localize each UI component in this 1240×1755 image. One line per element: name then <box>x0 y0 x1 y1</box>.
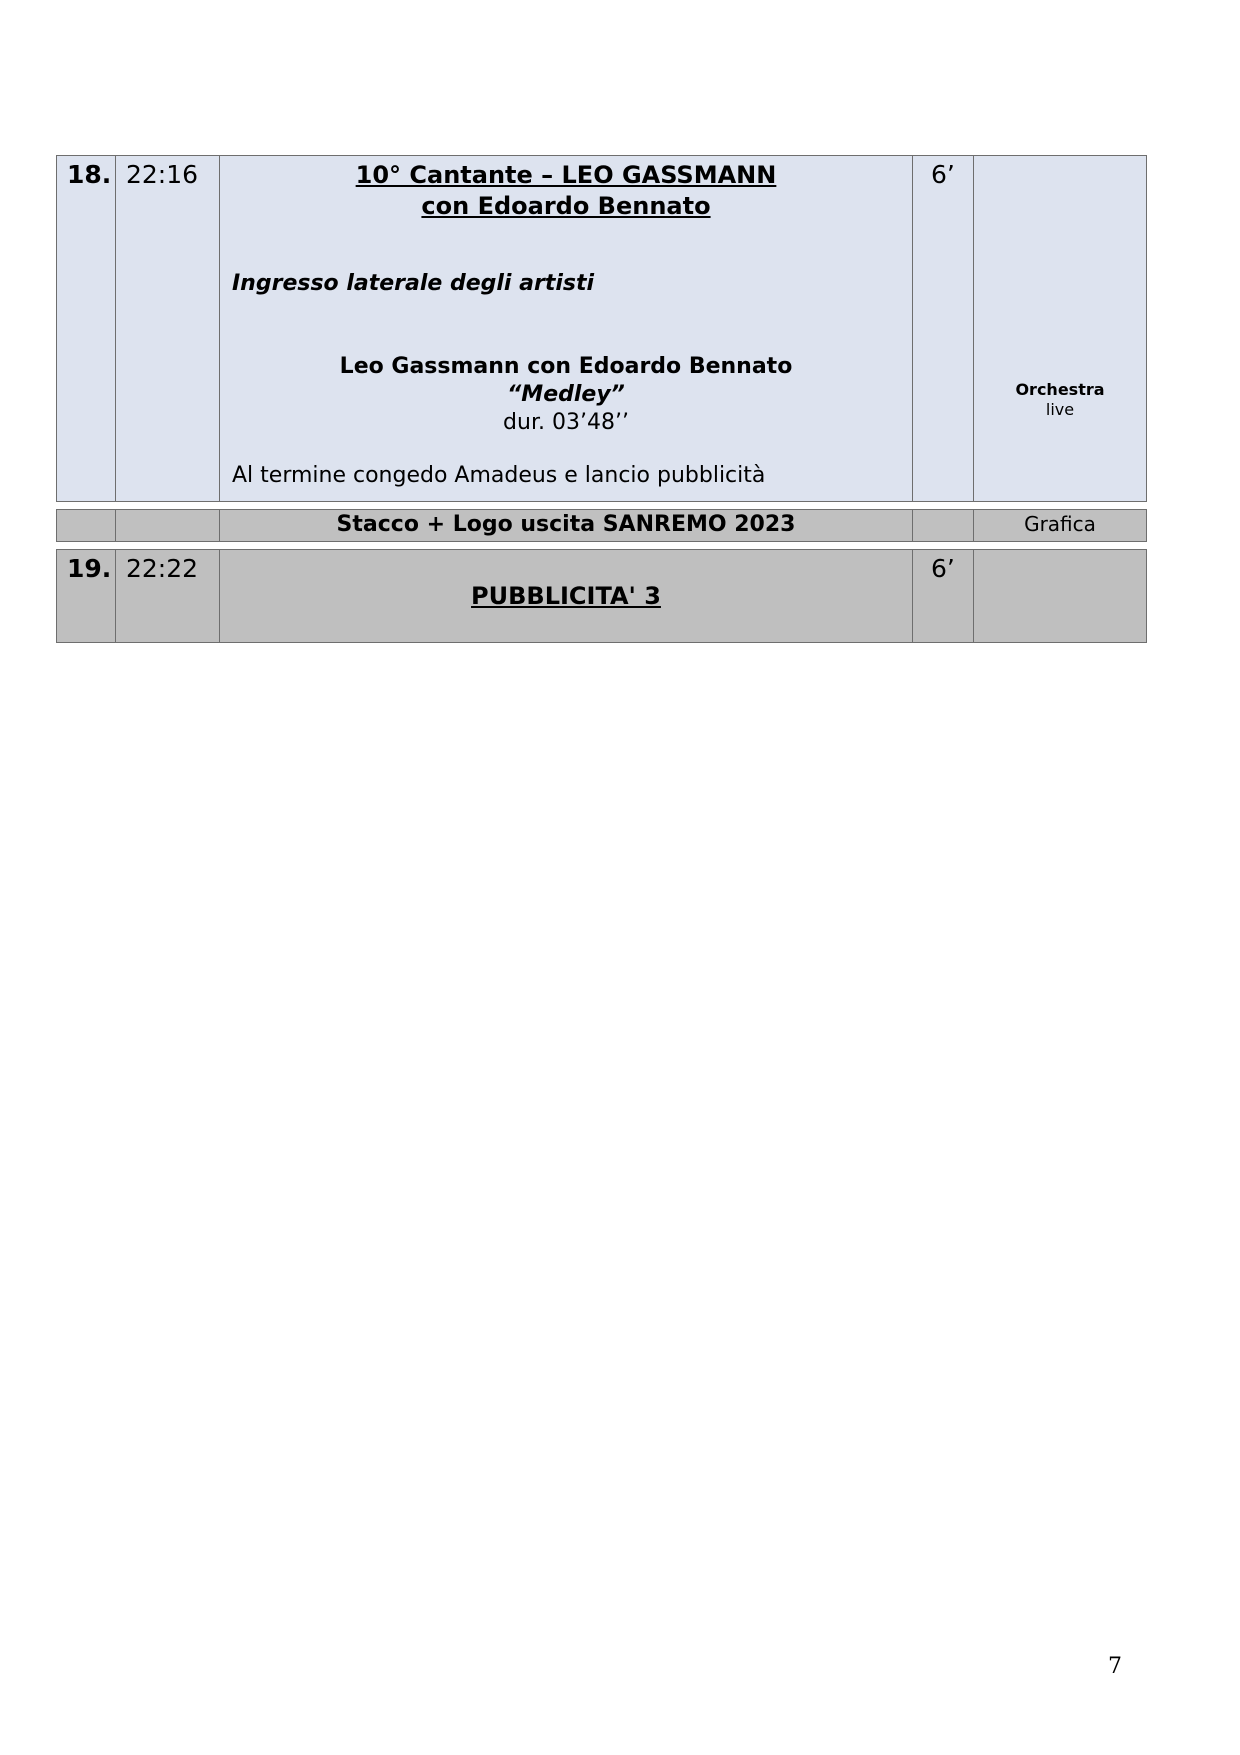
duration-cell <box>913 550 974 642</box>
segment-title-line1: 10° Cantante – LEO GASSMANN <box>355 161 777 189</box>
start-time: 22:16 <box>126 160 199 189</box>
closing-note: Al termine congedo Amadeus e lancio pubblicità <box>232 463 766 488</box>
performance-block <box>220 353 912 437</box>
time-cell <box>116 510 220 541</box>
stacco-text: Stacco + Logo uscita SANREMO 2023 <box>336 512 796 537</box>
notes-grafica: Grafica <box>1024 512 1096 536</box>
start-time: 22:22 <box>126 554 199 583</box>
notes-cell <box>974 550 1146 642</box>
item-number-cell <box>57 156 116 501</box>
table-row-19 <box>56 549 1147 643</box>
content-cell <box>220 550 913 642</box>
song-title: “Medley” <box>507 382 625 407</box>
time-cell <box>116 156 220 501</box>
performer-name: Leo Gassmann con Edoardo Bennato <box>339 354 793 379</box>
duration-cell <box>913 510 974 541</box>
table-row-stacco <box>56 509 1147 542</box>
segment-duration: 6’ <box>931 160 955 189</box>
segment-title <box>220 160 912 222</box>
content-cell <box>220 156 913 501</box>
notes-label: Orchestra <box>1015 380 1105 399</box>
page-number: 7 <box>1108 1654 1122 1679</box>
item-number: 18. <box>67 160 112 189</box>
content-cell <box>220 510 913 541</box>
time-cell <box>116 550 220 642</box>
item-number-cell <box>57 510 116 541</box>
song-duration: dur. 03’48’’ <box>503 410 629 435</box>
notes-cell <box>974 510 1146 541</box>
notes-cell <box>974 156 1146 501</box>
item-number-cell <box>57 550 116 642</box>
segment-duration: 6’ <box>931 554 955 583</box>
item-number: 19. <box>67 554 112 583</box>
duration-cell <box>913 156 974 501</box>
entry-note: Ingresso laterale degli artisti <box>232 271 595 296</box>
segment-title: PUBBLICITA' 3 <box>471 582 661 610</box>
notes-block <box>974 380 1146 420</box>
table-row-18 <box>56 155 1147 502</box>
segment-title-line2: con Edoardo Bennato <box>421 192 711 220</box>
notes-value: live <box>1045 400 1075 419</box>
